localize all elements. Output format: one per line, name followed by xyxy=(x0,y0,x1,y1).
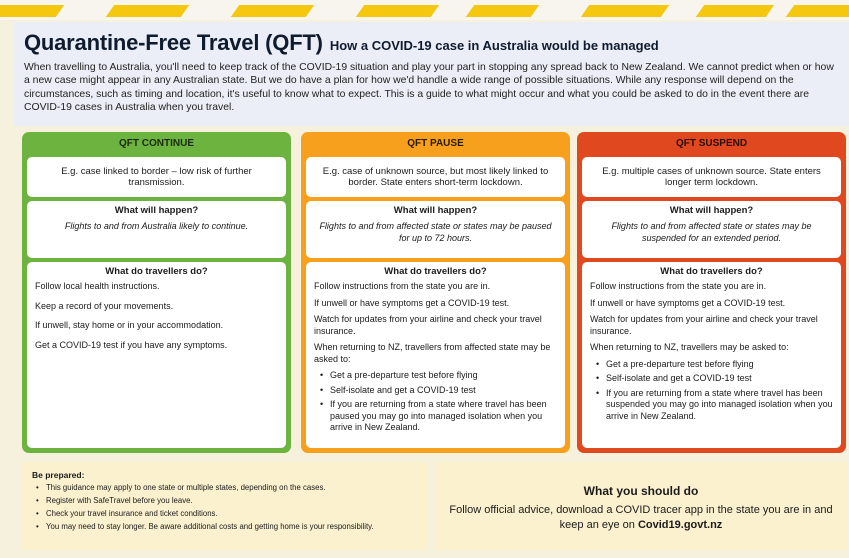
be-prepared-item: • Register with SafeTravel before you leave. xyxy=(36,496,417,506)
what-will-happen-box xyxy=(27,201,286,258)
stripe-segment xyxy=(466,5,539,17)
traveller-instruction: When returning to NZ, travellers may be asked to: xyxy=(590,342,789,352)
traveller-instruction: Watch for updates from your airline and check your travel insurance. xyxy=(590,314,818,336)
what-you-should-do-panel xyxy=(435,462,847,550)
stripe-segment xyxy=(231,5,314,17)
example-text: E.g. case linked to border – low risk of further transmission. xyxy=(61,165,252,188)
return-step-bullet: • If you are returning from a state where travel has been paused you may go into managed isolation when you arrive in New Zealand. xyxy=(320,399,557,434)
example-box xyxy=(27,157,286,197)
intro-paragraph: When travelling to Australia, you'll need to keep track of the COVID-19 situation and play your part in stopping any spread back to New Zealand. We cannot predict when or how a new case might appear in any Australian state. But we do have a plan for how we'd handle a wide range of possible situations. While any response will depend on the circumstances, such as timing and location, it's useful to know what to expect. This is a guide to what might occur and what you could be asked to do in the event there are COVID-19 cases in Australia when you travel. xyxy=(24,62,834,114)
advice-title: What you should do xyxy=(583,484,699,498)
what-will-happen-title: What will happen? xyxy=(669,205,754,216)
what-will-happen-title: What will happen? xyxy=(393,205,478,216)
travellers-title: What do travellers do? xyxy=(660,266,763,277)
traveller-instruction: Follow instructions from the state you are in. xyxy=(314,281,491,291)
page-subtitle: How a COVID-19 case in Australia would be managed xyxy=(329,38,659,53)
traveller-instruction: Get a COVID-19 test if you have any symptoms. xyxy=(35,339,228,350)
title-row xyxy=(24,30,839,56)
travellers-box xyxy=(582,262,841,448)
return-step-bullet: • Get a pre-departure test before flying xyxy=(596,359,833,371)
be-prepared-title: Be prepared: xyxy=(32,470,85,480)
stripe-segment xyxy=(356,5,439,17)
advice-body xyxy=(435,503,847,533)
advice-text: Follow official advice, download a COVID tracer app in the state you are in and keep an eye on xyxy=(449,504,833,531)
traveller-instruction: If unwell or have symptoms get a COVID-19 test. xyxy=(590,297,786,308)
travellers-box xyxy=(27,262,286,448)
decorative-stripe-bar xyxy=(0,0,849,20)
traveller-instruction: If unwell, stay home or in your accommodation. xyxy=(35,320,224,330)
stripe-segment xyxy=(696,5,774,17)
return-step-bullet: • Get a pre-departure test before flying xyxy=(320,370,557,382)
column-qft-suspend xyxy=(577,132,846,453)
what-will-happen-text: Flights to and from affected state or states may be paused for up to 72 hours. xyxy=(319,221,552,243)
traveller-instruction: Follow local health instructions. xyxy=(35,281,160,291)
example-box xyxy=(306,157,565,197)
traveller-instruction: Watch for updates from your airline and check your travel insurance. xyxy=(314,314,542,336)
header-panel xyxy=(14,22,849,126)
travellers-box xyxy=(306,262,565,448)
column-heading: QFT SUSPEND xyxy=(675,138,748,149)
column-heading: QFT PAUSE xyxy=(407,138,464,149)
what-will-happen-text: Flights to and from affected state or states may be suspended for an extended period. xyxy=(611,221,812,243)
what-will-happen-box xyxy=(306,201,565,258)
be-prepared-item: • Check your travel insurance and ticket conditions. xyxy=(36,509,417,519)
what-will-happen-box xyxy=(582,201,841,258)
travellers-title: What do travellers do? xyxy=(105,266,208,277)
stripe-segment xyxy=(106,5,189,17)
return-step-bullet: • Self-isolate and get a COVID-19 test xyxy=(320,385,557,397)
what-will-happen-text: Flights to and from Australia likely to continue. xyxy=(64,221,249,231)
be-prepared-item: • This guidance may apply to one state or multiple states, depending on the cases. xyxy=(36,483,417,493)
traveller-instruction: Keep a record of your movements. xyxy=(35,300,174,311)
return-step-bullet: • If you are returning from a state where travel has been suspended you may go into managed isolation when you arrive in New Zealand. xyxy=(596,388,833,423)
stripe-segment xyxy=(786,5,849,17)
covid19-govt-link[interactable]: Covid19.govt.nz xyxy=(637,519,723,531)
column-qft-pause xyxy=(301,132,570,453)
be-prepared-item: • You may need to stay longer. Be aware additional costs and getting home is your responsibility. xyxy=(36,522,417,532)
traveller-instruction: If unwell or have symptoms get a COVID-19 test. xyxy=(314,297,510,308)
stripe-segment xyxy=(0,5,64,17)
example-text: E.g. multiple cases of unknown source. State enters longer term lockdown. xyxy=(602,165,821,188)
return-step-bullet: • Self-isolate and get a COVID-19 test xyxy=(596,373,833,385)
traveller-instruction: Follow instructions from the state you are in. xyxy=(590,281,767,291)
column-heading: QFT CONTINUE xyxy=(119,138,194,149)
example-text: E.g. case of unknown source, but most likely linked to border. State enters short-term lockdown. xyxy=(322,165,549,188)
what-will-happen-title: What will happen? xyxy=(114,205,199,216)
column-qft-continue xyxy=(22,132,291,453)
stripe-segment xyxy=(581,5,669,17)
be-prepared-panel xyxy=(22,462,427,550)
travellers-title: What do travellers do? xyxy=(384,266,487,277)
example-box xyxy=(582,157,841,197)
traveller-instruction: When returning to NZ, travellers from affected state may be asked to: xyxy=(314,342,551,364)
page-title: Quarantine-Free Travel (QFT) xyxy=(24,30,323,55)
